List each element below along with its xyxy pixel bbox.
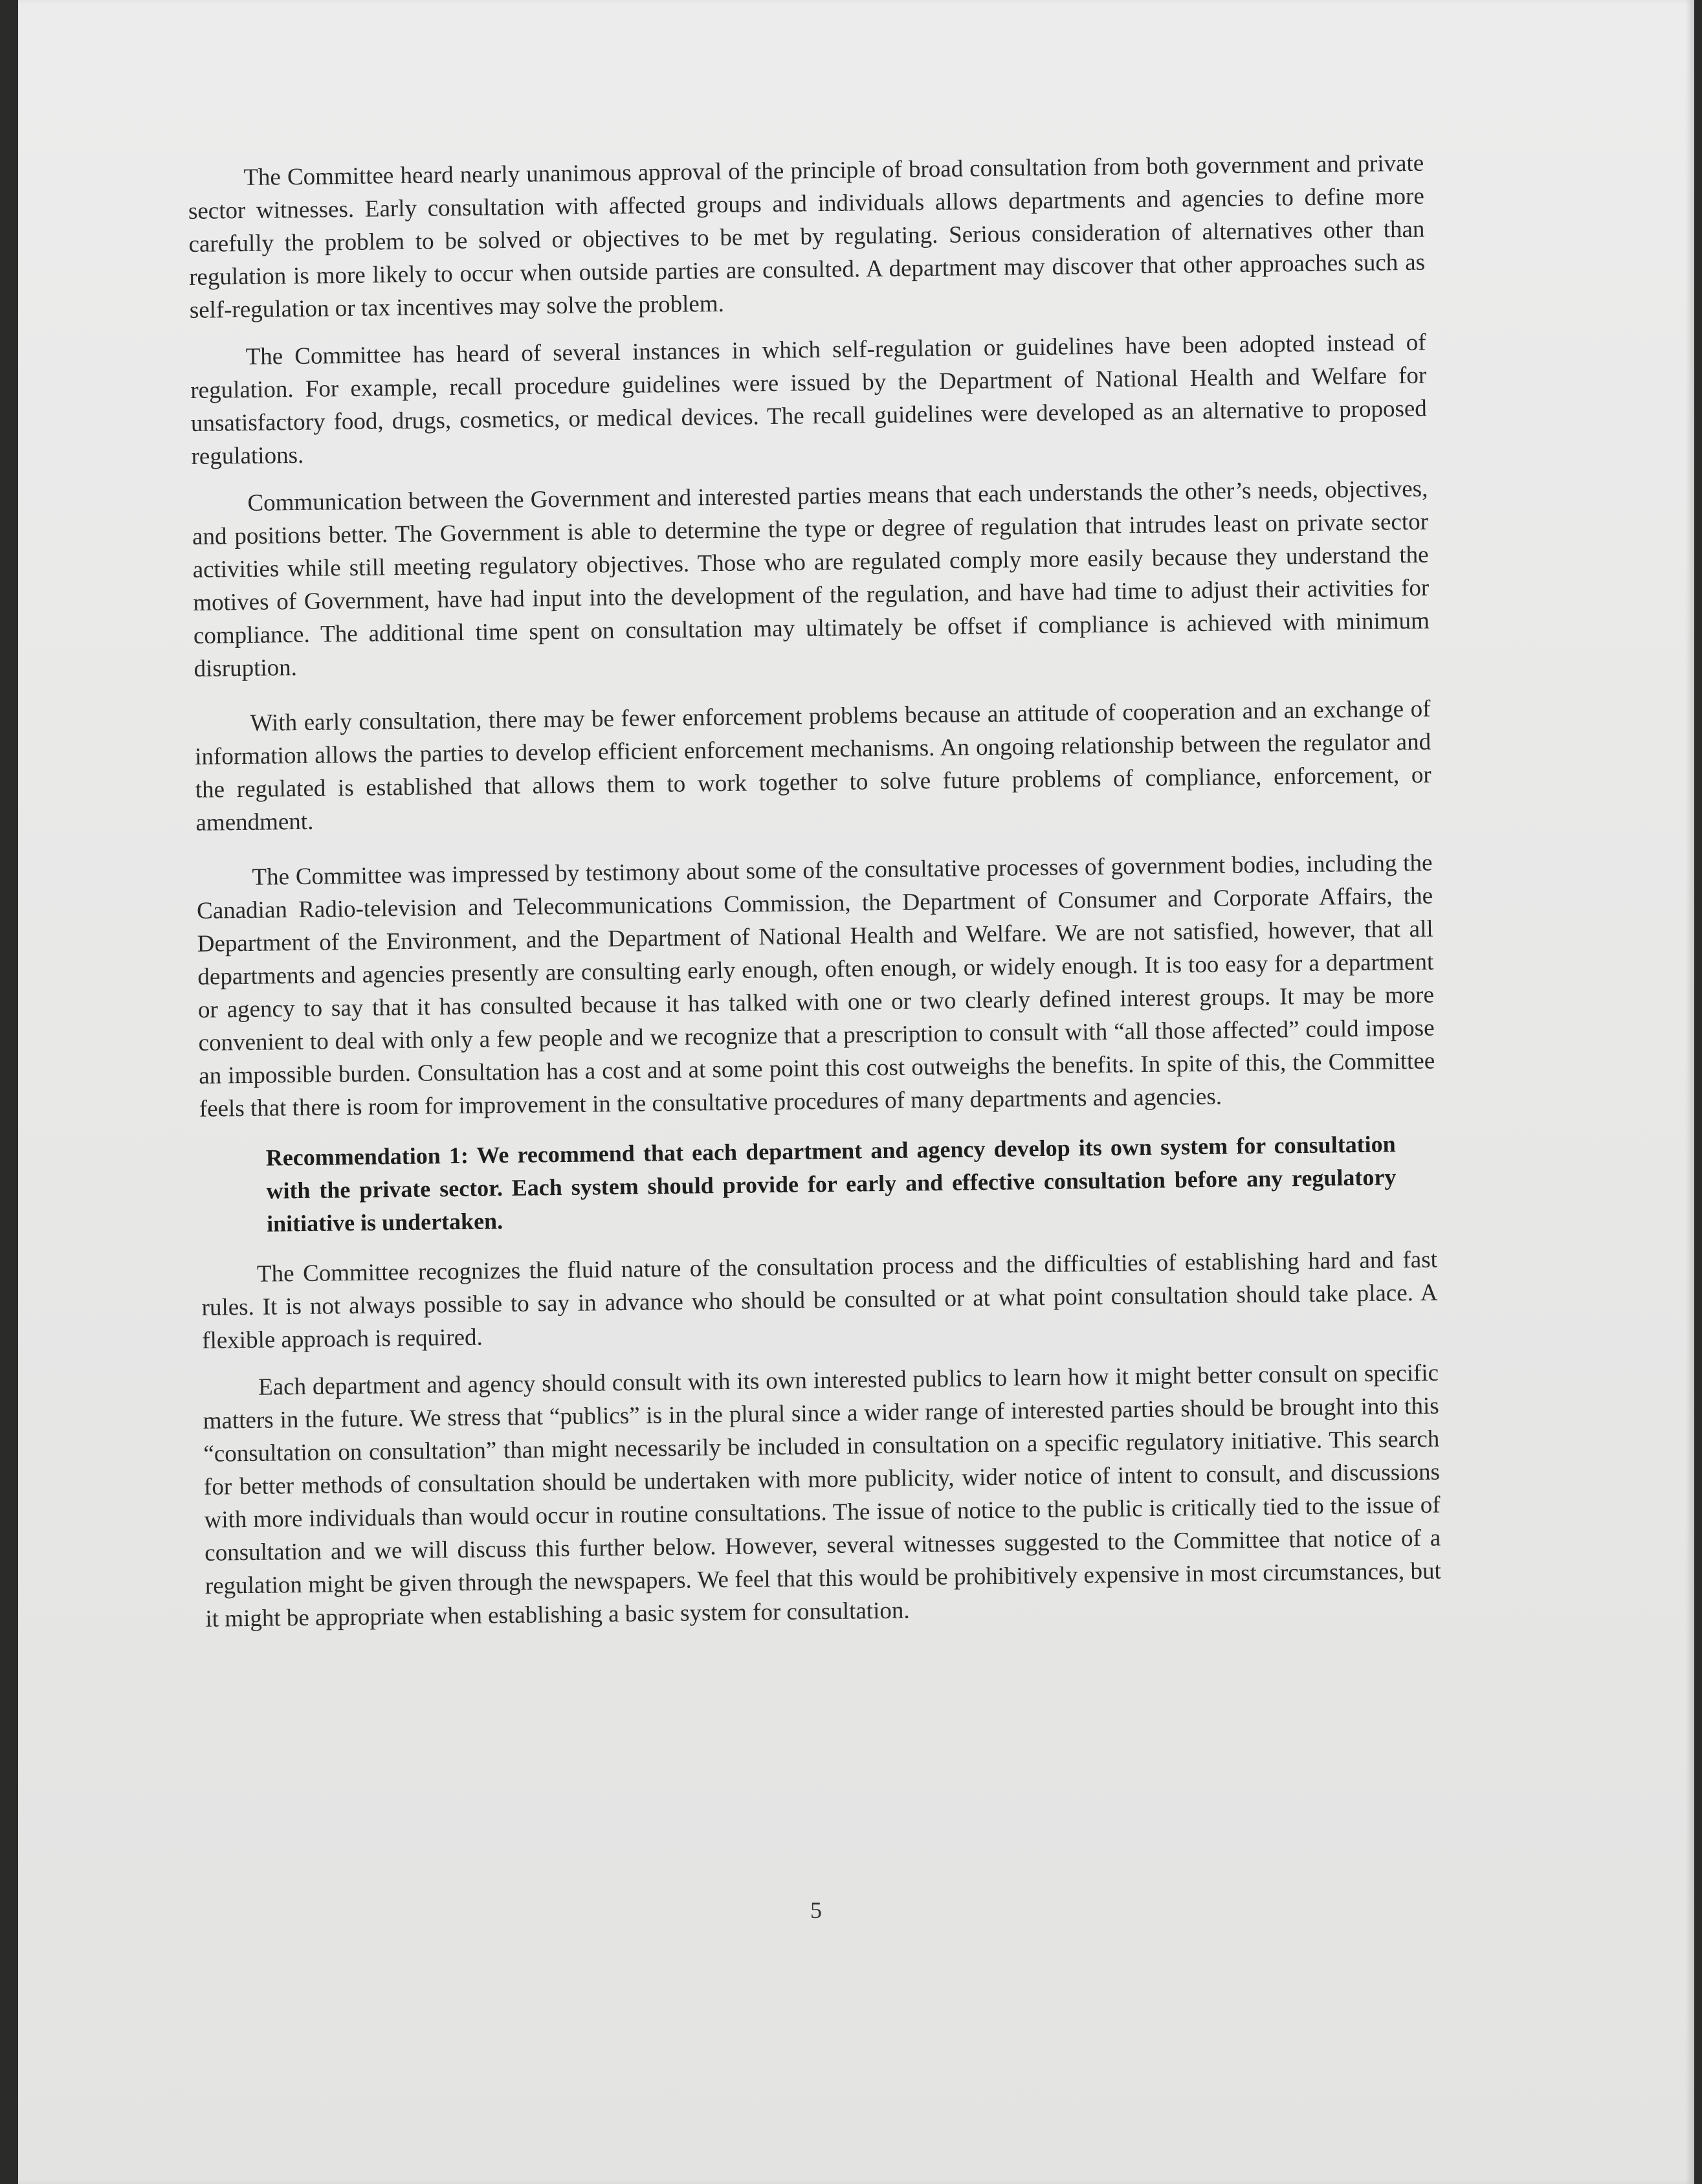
paragraph-self-regulation-instances: The Committee has heard of several instances in which self-regulation or guidelines have been adopted instead of regulation. For example, recall procedure guidelines were issued by the Department of National Health and Welfare for unsatisfactory food, drugs, cosmetics, or medical devices. The recall guidelines were developed as an alternative to proposed regulations. <box>190 329 1428 470</box>
paragraph-fluid-nature: The Committee recognizes the fluid nature of the consultation process and the difficulties of establishing hard and fast rules. It is not always possible to say in advance who should be consulted or at what point consultation should take place. A flexible approach is required. <box>201 1246 1438 1354</box>
page-edge-shadow <box>1685 0 1694 2184</box>
paragraph-early-consultation: With early consultation, there may be fewer enforcement problems because an attitude of cooperation and an exchange of information allows the parties to develop efficient enforcement mechanisms. An ongoing relationship between the regulator and the regulated is established that allows them to work together to solve future problems of compliance, enforcement, or amendment. <box>194 695 1431 836</box>
paragraph-interested-publics: Each department and agency should consult with its own interested publics to learn how it might better consult on specific matters in the future. We stress that “publics” is in the plural since a wider range of interested parties should be brought into this “consultation on consultation” than might necessarily be included in consultation on a specific regulatory initiative. This search for better methods of consultation should be undertaken with more publicity, wider notice of intent to consult, and discussions with more individuals than would occur in routine consultations. The issue of notice to the public is critically tied to the issue of consultation and we will discuss this further below. However, several witnesses suggested to the Committee that notice of a regulation might be given through the newspapers. We feel that this would be prohibitively expensive in most circumstances, but it might be appropriate when establishing a basic system for consultation. <box>203 1359 1441 1632</box>
paragraph-committee-impressed: The Committee was impressed by testimony about some of the consultative processes of government bodies, including the Canadian Radio-television and Telecommunications Commission, the Department of Consumer and Corporate Affairs, the Department of the Environment, and the Department of National Health and Welfare. We are not satisfied, however, that all departments and agencies presently are consulting early enough, often enough, or widely enough. It is too easy for a department or agency to say that it has consulted because it has talked with one or two clearly defined interest groups. It may be more convenient to deal with only a few people and we recognize that a prescription to consult with “all those affected” could impose an impossible burden. Consultation has a cost and at some point this cost outweighs the benefits. In spite of this, the Committee feels that there is room for improvement in the consultative procedures of many departments and agencies. <box>196 849 1435 1122</box>
page-number: 5 <box>810 1897 822 1923</box>
body-text <box>188 147 1442 1650</box>
recommendation-1: Recommendation 1: We recommend that each department and agency develop its own system for consultation with the private sector. Each system should provide for early and effective consultation before any regulatory initiative is undertaken. <box>265 1131 1397 1237</box>
document-page <box>18 0 1694 2184</box>
paragraph-communication: Communication between the Government and interested parties means that each understands the other’s needs, objectives, and positions better. The Government is able to determine the type or degree of regulation that intrudes least on private sector activities while still meeting regulatory objectives. Those who are regulated comply more easily because they understand the motives of Government, have had input into the development of the regulation, and have had time to adjust their activities for compliance. The additional time spent on consultation may ultimately be offset if compliance is achieved with minimum disruption. <box>192 475 1430 682</box>
paragraph-consultation-approval: The Committee heard nearly unanimous approval of the principle of broad consultation from both government and private sector witnesses. Early consultation with affected groups and individuals allows departments and agencies to define more carefully the problem to be solved or objectives to be met by regulating. Serious consideration of alternatives other than regulation is more likely to occur when outside parties are consulted. A department may discover that other approaches such as self-regulation or tax incentives may solve the problem. <box>188 150 1426 324</box>
